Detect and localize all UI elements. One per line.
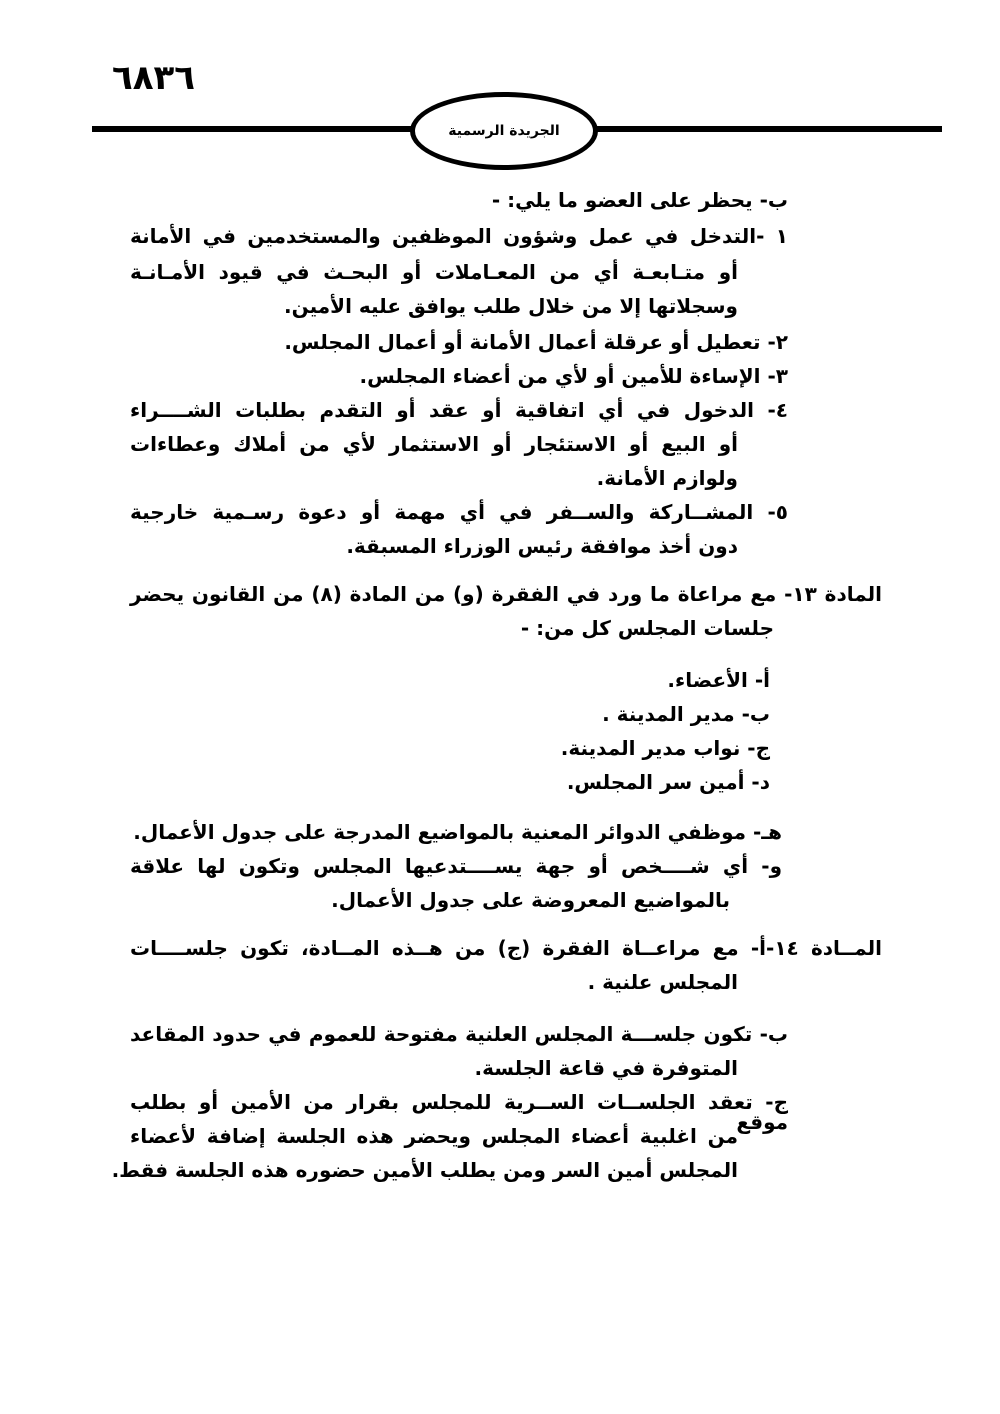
attendee-council-secretary: د- أمين سر المجلس. bbox=[566, 770, 770, 794]
prohibition-4-line-3: ولوازم الأمانة. bbox=[596, 466, 738, 490]
article-14-c-line-3: المجلس أمين السر ومن يطلب الأمين حضوره هذه الجلسة فقط. bbox=[111, 1158, 738, 1182]
prohibition-4-line-1: ٤- الدخول في أي اتفاقية أو عقد أو التقدم بطلبات الشــــراء bbox=[130, 398, 788, 422]
header-rule-left bbox=[92, 126, 414, 132]
prohibition-5-line-2: دون أخذ موافقة رئيس الوزراء المسبقة. bbox=[346, 534, 738, 558]
article-14-c-line-1: ج- تعقد الجلســات الســرية للمجلس بقرار من الأمين أو بطلب موقع bbox=[130, 1090, 788, 1134]
article-14-b-line-1: ب- تكون جلســـة المجلس العلنية مفتوحة للعموم في حدود المقاعد bbox=[130, 1022, 788, 1046]
attendee-department-staff: هـ- موظفي الدوائر المعنية بالمواضيع المدرجة على جدول الأعمال. bbox=[133, 820, 782, 844]
gazette-title: الجريدة الرسمية bbox=[448, 123, 560, 139]
prohibition-3: ٣- الإساءة للأمين أو لأي من أعضاء المجلس. bbox=[359, 364, 788, 388]
article-14-b-line-2: المتوفرة في قاعة الجلسة. bbox=[474, 1056, 738, 1080]
section-b-heading: ب- يحظر على العضو ما يلي: - bbox=[491, 188, 788, 212]
attendee-invited-line-1: و- أي شــــخص أو جهة يســــتدعيها المجلس وتكون لها علاقة bbox=[130, 854, 782, 878]
attendee-invited-line-2: بالمواضيع المعروضة على جدول الأعمال. bbox=[331, 888, 730, 912]
page-number: ٦٨٣٦ bbox=[112, 58, 196, 98]
prohibition-2: ٢- تعطيل أو عرقلة أعمال الأمانة أو أعمال المجلس. bbox=[284, 330, 788, 354]
prohibition-1-line-2: أو متـابعـة أي من المعـاملات أو البحـث في قيود الأمـانـة bbox=[130, 260, 738, 284]
attendee-deputy-managers: ج- نواب مدير المدينة. bbox=[560, 736, 770, 760]
prohibition-5-line-1: ٥- المشــاركة والســفر في أي مهمة أو دعوة رسـمية خارجية bbox=[130, 500, 788, 524]
prohibition-1-line-1: ١ -التدخل في عمل وشؤون الموظفين والمستخدمين في الأمانة bbox=[130, 224, 788, 248]
article-14-line-2: المجلس علنية . bbox=[587, 970, 738, 994]
attendee-city-manager: ب- مدير المدينة . bbox=[602, 702, 770, 726]
gazette-title-oval bbox=[410, 92, 598, 170]
prohibition-4-line-2: أو البيع أو الاستئجار أو الاستثمار لأي من أملاك وعطاءات bbox=[130, 432, 738, 456]
article-13-line-1: المادة ١٣- مع مراعاة ما ورد في الفقرة (و) من المادة (٨) من القانون يحضر bbox=[130, 582, 882, 606]
header-rule-right bbox=[594, 126, 942, 132]
prohibition-1-line-3: وسجلاتها إلا من خلال طلب يوافق عليه الأمين. bbox=[284, 294, 738, 318]
attendee-members: أ- الأعضاء. bbox=[667, 668, 770, 692]
article-14-line-1: المــادة ١٤-أ- مع مراعــاة الفقرة (ج) من هــذه المــادة، تكون جلســــات bbox=[130, 936, 882, 960]
article-13-line-2: جلسات المجلس كل من: - bbox=[520, 616, 774, 640]
article-14-c-line-2: من اغلبية أعضاء المجلس ويحضر هذه الجلسة إضافة لأعضاء bbox=[130, 1124, 738, 1148]
